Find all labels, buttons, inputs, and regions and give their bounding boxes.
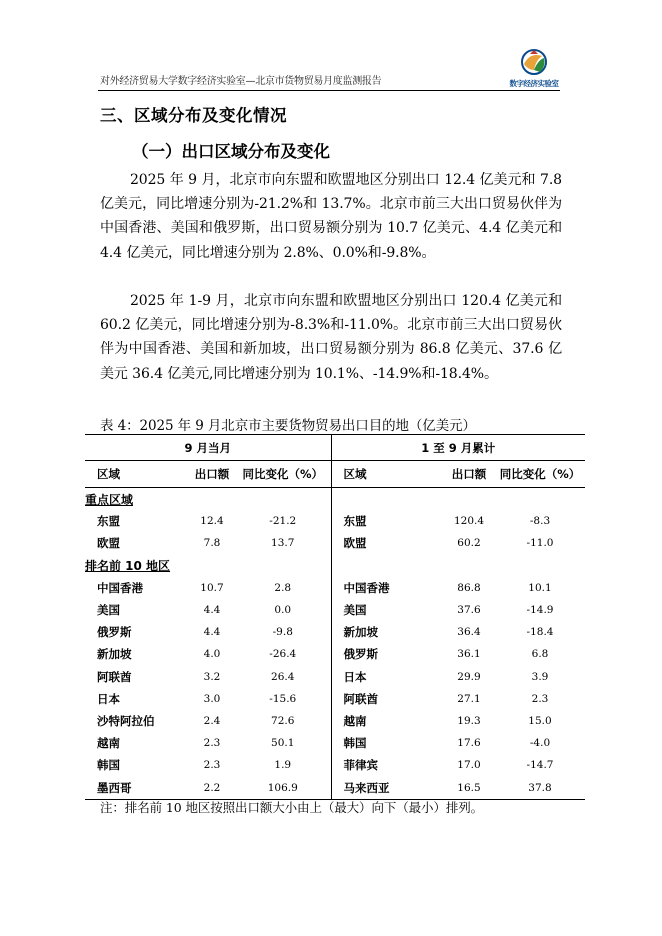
col-header-region: 区域 [85, 461, 189, 488]
export-value: 16.5 [443, 776, 495, 799]
export-value: 120.4 [453, 515, 485, 528]
region-name: 沙特阿拉伯 [97, 713, 155, 728]
export-value: 12.4 [200, 515, 224, 528]
table-row [85, 776, 585, 799]
group-label-key-regions: 重点区域 [85, 492, 134, 507]
logo-caption: 数字经济实验室 [509, 79, 559, 88]
region-name: 韩国 [97, 758, 120, 773]
yoy-change: -15.6 [235, 688, 331, 710]
section-title: 三、区域分布及变化情况 [100, 106, 287, 125]
header-divider [98, 90, 560, 91]
yoy-change: 72.6 [235, 710, 331, 732]
yoy-change: 0.0 [235, 599, 331, 621]
col-header-yoy: 同比变化（%） [495, 461, 585, 488]
yoy-change: 106.9 [235, 776, 331, 799]
group-header-cumulative: 1 至 9 月累计 [331, 435, 585, 461]
region-name: 日本 [97, 691, 120, 706]
export-value: 2.2 [189, 776, 235, 799]
yoy-change: 2.8 [235, 577, 331, 599]
export-value: 4.0 [203, 648, 221, 661]
yoy-change: 50.1 [235, 732, 331, 754]
group-header-monthly: 9 月当月 [85, 435, 331, 461]
export-value: 2.4 [203, 714, 221, 727]
yoy-change: 13.7 [235, 532, 331, 554]
export-value: 4.4 [203, 626, 221, 639]
table-row [85, 532, 585, 554]
region-name: 马来西亚 [331, 776, 443, 799]
export-value: 86.8 [457, 581, 481, 594]
table-row [85, 577, 585, 599]
region-name: 墨西哥 [85, 776, 189, 799]
table-row [85, 599, 585, 621]
yoy-change: 37.8 [495, 776, 585, 799]
group-label-top10: 排名前 10 地区 [85, 559, 171, 574]
yoy-change: 26.4 [235, 666, 331, 688]
region-name: 越南 [343, 713, 367, 728]
region-name: 新加坡 [343, 625, 378, 640]
yoy-change: 6.8 [531, 648, 549, 661]
yoy-change: 10.1 [528, 581, 552, 594]
region-name: 日本 [343, 669, 367, 684]
table-row [85, 643, 585, 665]
col-header-yoy: 同比变化（%） [235, 461, 331, 488]
yoy-change: -21.2 [235, 510, 331, 532]
table-row [85, 666, 585, 688]
export-value: 36.4 [457, 626, 481, 639]
export-value: 2.3 [203, 737, 221, 750]
col-header-region: 区域 [331, 461, 443, 488]
region-name: 美国 [343, 603, 367, 618]
region-name: 越南 [97, 736, 120, 751]
table-row [85, 621, 585, 643]
yoy-change: 3.9 [531, 670, 549, 683]
yoy-change: 1.9 [235, 754, 331, 776]
yoy-change: -11.0 [526, 537, 554, 550]
region-name: 欧盟 [97, 536, 120, 551]
export-value: 2.3 [203, 759, 221, 772]
region-name: 欧盟 [343, 536, 367, 551]
export-value: 19.3 [457, 714, 481, 727]
table-caption: 表 4：2025 年 9 月北京市主要货物贸易出口目的地（亿美元） [100, 418, 476, 434]
export-destination-table [85, 434, 585, 800]
col-header-export: 出口额 [189, 461, 235, 488]
table-row [85, 688, 585, 710]
region-name: 俄罗斯 [343, 647, 378, 662]
report-header: 对外经济贸易大学数字经济实验室—北京市货物贸易月度监测报告 [100, 76, 382, 87]
yoy-change: -4.0 [529, 737, 551, 750]
export-value: 17.6 [457, 737, 481, 750]
yoy-change: -9.8 [235, 621, 331, 643]
yoy-change: -18.4 [526, 626, 554, 639]
export-value: 27.1 [457, 692, 481, 705]
region-name: 美国 [97, 603, 120, 618]
subsection-title: （一）出口区域分布及变化 [132, 142, 330, 161]
export-value: 37.6 [457, 604, 481, 617]
table-row [85, 754, 585, 776]
yoy-change: 15.0 [528, 714, 552, 727]
yoy-change: -14.7 [526, 759, 554, 772]
yoy-change: -14.9 [526, 604, 554, 617]
region-name: 菲律宾 [343, 758, 378, 773]
export-value: 3.2 [203, 670, 221, 683]
region-name: 中国香港 [343, 580, 390, 595]
export-value: 4.4 [203, 604, 221, 617]
region-name: 东盟 [343, 514, 367, 529]
paragraph-september: 2025 年 9 月，北京市向东盟和欧盟地区分别出口 12.4 亿美元和 7.8 亿美元，同比增速分别为-21.2%和 13.7%。北京市前三大出口贸易伙伴为中国香港、美国和俄罗斯，出口贸易额分别为 10.7 亿美元、4.4 亿美元和 4.4 亿美元，同比增速分别为 2.8%、0.0%和-9.8%。 [100, 172, 562, 261]
region-name: 新加坡 [97, 647, 132, 662]
region-name: 阿联酋 [97, 669, 132, 684]
region-name: 东盟 [97, 514, 120, 529]
export-value: 36.1 [457, 648, 481, 661]
table-row [85, 510, 585, 532]
yoy-change: -26.4 [235, 643, 331, 665]
region-name: 韩国 [343, 736, 367, 751]
table-row [85, 710, 585, 732]
export-value: 29.9 [457, 670, 481, 683]
table-note: 注：排名前 10 地区按照出口额大小由上（最大）向下（最小）排列。 [100, 800, 484, 815]
export-value: 10.7 [200, 581, 224, 594]
region-name: 俄罗斯 [97, 625, 132, 640]
table-row [85, 732, 585, 754]
export-value: 17.0 [457, 759, 481, 772]
region-name: 阿联酋 [343, 691, 378, 706]
yoy-change: 2.3 [531, 692, 549, 705]
yoy-change: -8.3 [529, 515, 551, 528]
col-header-export: 出口额 [443, 461, 495, 488]
region-name: 中国香港 [97, 580, 143, 595]
export-value: 60.2 [457, 537, 481, 550]
paragraph-jan-sep: 2025 年 1-9 月，北京市向东盟和欧盟地区分别出口 120.4 亿美元和 60.2 亿美元，同比增速分别为-8.3%和-11.0%。北京市前三大出口贸易伙伴为中国香港、美国和新加坡，出口贸易额分别为 86.8 亿美元、37.6 亿美元 36.4 亿美元,同比增速分别为 10.1%、-14.9%和-18.4%。 [100, 293, 562, 382]
export-value: 3.0 [203, 692, 221, 705]
export-value: 7.8 [203, 537, 221, 550]
